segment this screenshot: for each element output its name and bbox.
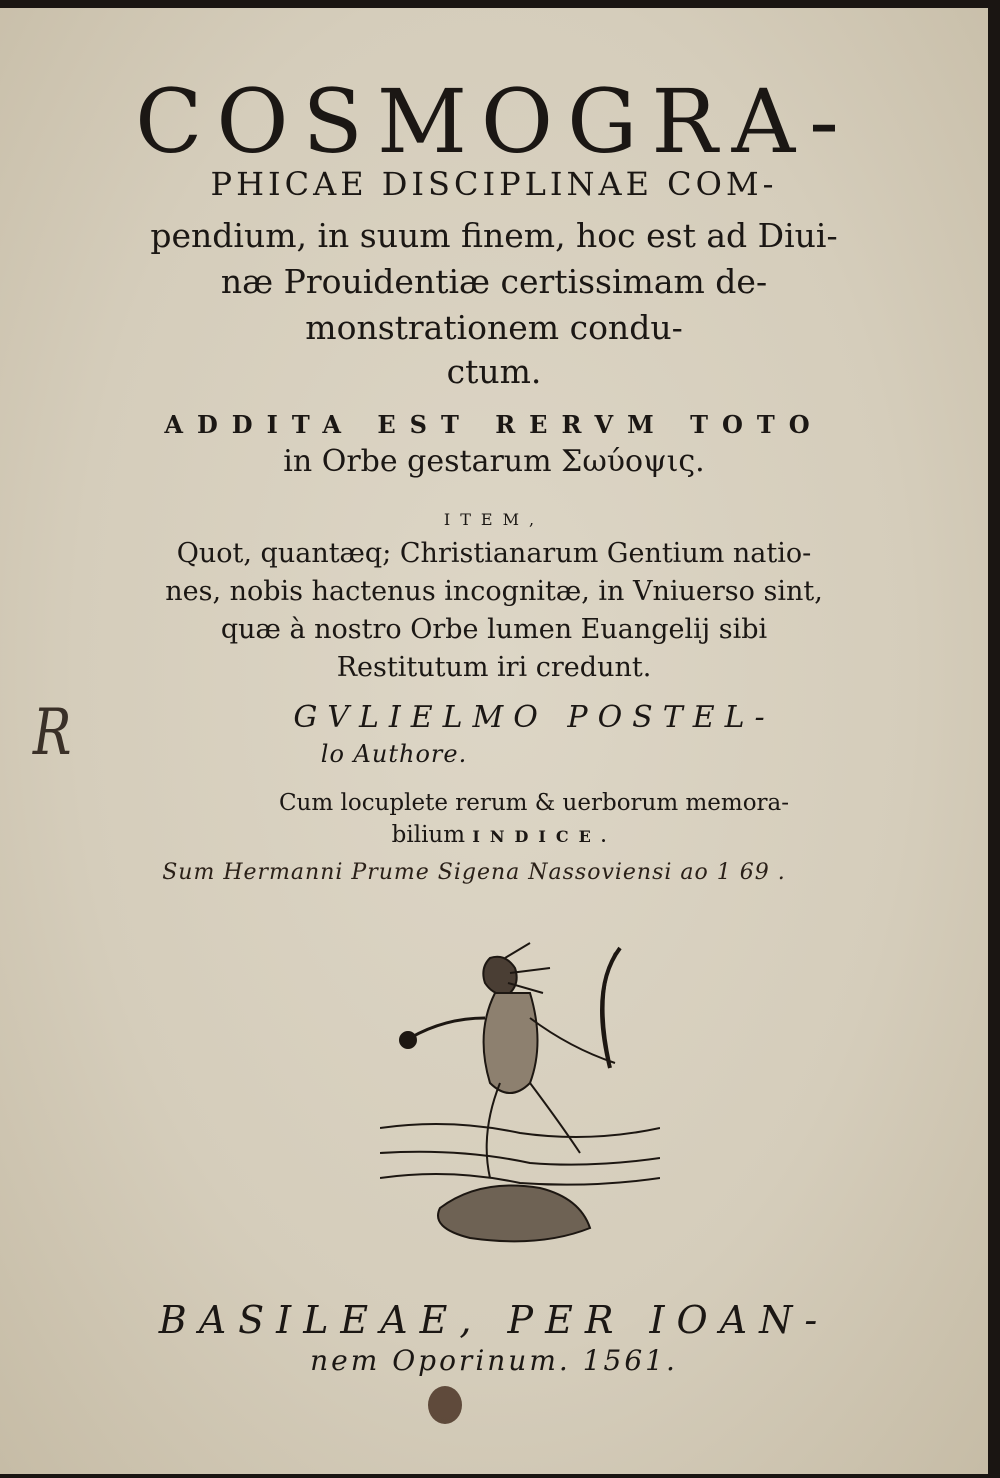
addita-line-2: in Orbe gestarum Σωύοψις. bbox=[283, 444, 705, 479]
title-line-2: PHICAE DISCIPLINAE COM- bbox=[210, 165, 778, 203]
title-line-6: ctum. bbox=[446, 352, 542, 391]
imprint-line-1: BASILEAE, PER IOAN- bbox=[158, 1298, 830, 1342]
item-line-3: quæ à nostro Orbe lumen Euangelij sibi bbox=[220, 614, 768, 645]
item-line-2: nes, nobis hactenus incognitæ, in Vniuerso sint, bbox=[165, 576, 823, 607]
author-line-1: GVLIELMO POSTEL- bbox=[293, 700, 775, 735]
index-indice: INDICE. bbox=[472, 827, 617, 846]
handwritten-inscription: Sum Hermanni Prume Sigena Nassoviensi ao 1 69 . bbox=[162, 860, 786, 885]
title-line-1: COSMOGRA- bbox=[135, 70, 853, 173]
title-line-4: næ Prouidentiæ certissimam de- bbox=[220, 262, 768, 301]
woodcut-illustration bbox=[380, 938, 660, 1268]
addita-line-1: ADDITA EST RERVM TOTO bbox=[164, 410, 824, 439]
ink-stain bbox=[428, 1386, 462, 1424]
item-heading: ITEM, bbox=[443, 510, 545, 529]
title-page bbox=[0, 8, 988, 1474]
item-line-4: Restitutum iri credunt. bbox=[336, 652, 652, 683]
index-line-1: Cum locuplete rerum & uerborum memora- bbox=[278, 790, 790, 816]
imprint-line-2: nem Oporinum. 1561. bbox=[310, 1344, 678, 1377]
title-line-3: pendium, in suum finem, hoc est ad Diui- bbox=[150, 216, 838, 255]
item-line-1: Quot, quantæq; Christianarum Gentium natio- bbox=[176, 538, 812, 569]
index-line-2 bbox=[0, 822, 998, 848]
index-bilium: bilium bbox=[391, 822, 466, 848]
title-line-5: monstrationem condu- bbox=[305, 308, 683, 347]
author-line-2: lo Authore. bbox=[320, 740, 468, 768]
margin-mark: R bbox=[32, 696, 72, 770]
